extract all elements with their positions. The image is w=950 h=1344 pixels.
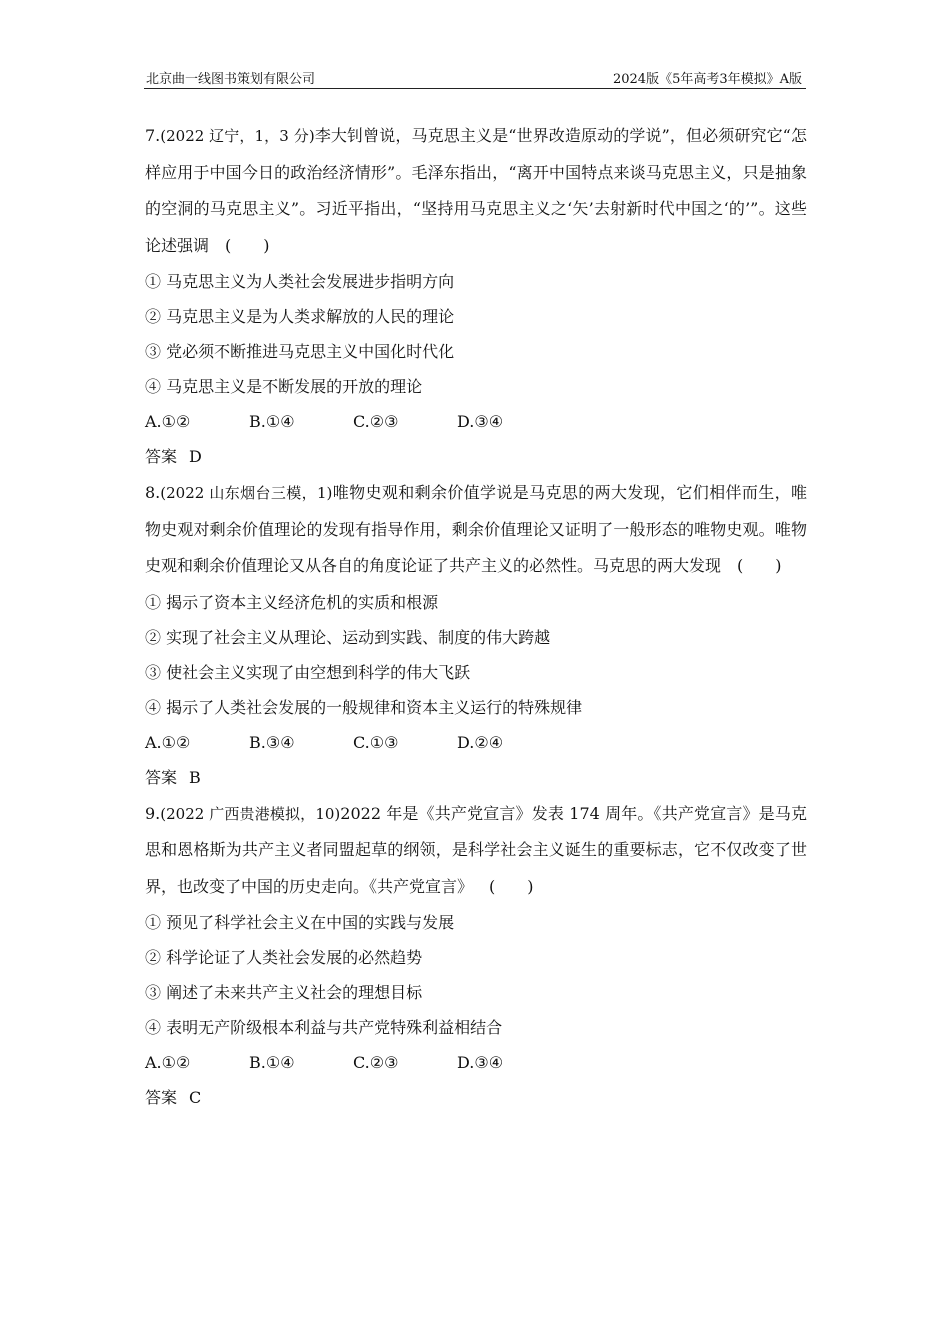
question-stem [145,475,807,585]
choice-a: A.①② [145,1053,191,1072]
question-number: 9. [145,803,161,823]
answer-line [145,439,807,475]
question-number: 8. [145,483,161,502]
answer-blank: ( ) [489,876,534,896]
option-statement: ④ 马克思主义是不断发展的开放的理论 [145,377,423,396]
page-header [144,66,806,89]
question-text: 李大钊曾说，马克思主义是“世界改造原动的学说”，但必须研究它“怎样应用于中国今日的政治经济情形”。毛泽东指出，“离开中国特点来谈马克思主义，只是抽象的空洞的马克思主义”。习近平指出，“坚持用马克思主义之‘矢’去射新时代中国之‘的’”。这些论述强调 [145,126,807,255]
option-statement: ① 揭示了资本主义经济危机的实质和根源 [145,592,439,612]
answer-label: 答案 [145,1088,178,1107]
option-statement: ④ 表明无产阶级根本利益与共产党特殊利益相结合 [145,1018,503,1037]
choice-d: D.③④ [457,412,504,431]
choice-c: C.①③ [353,732,399,752]
answer-value: D [189,447,202,466]
choice-b: B.③④ [249,732,295,752]
choice-b: B.①④ [249,412,295,431]
question-8 [145,475,807,796]
choice-d: D.③④ [457,1053,504,1072]
book-edition: 2024版《5年高考3年模拟》A版 [612,72,802,87]
question-text: 2022 年是《共产党宣言》发表 174 周年。《共产党宣言》是马克思和恩格斯为共产主义者同盟起草的纲领，是科学社会主义诞生的重要标志，它不仅改变了世界，也改变了中国的历史走向。《共产党宣言》 [145,803,807,896]
choice-a: A.①② [145,732,191,752]
question-stem [145,796,807,906]
answer-line [145,760,807,796]
option-statement: ② 实现了社会主义从理论、运动到实践、制度的伟大跨越 [145,627,551,647]
choice-a: A.①② [145,412,191,431]
option-statement: ① 马克思主义为人类社会发展进步指明方向 [145,272,455,291]
answer-line [145,1080,807,1116]
question-text: 唯物史观和剩余价值学说是马克思的两大发现，它们相伴而生，唯物史观对剩余价值理论的发现有指导作用，剩余价值理论又证明了一般形态的唯物史观。唯物史观和剩余价值理论又从各自的角度论证了共产主义的必然性。马克思的两大发现 [145,483,807,575]
answer-label: 答案 [145,767,178,787]
option-statement: ③ 使社会主义实现了由空想到科学的伟大飞跃 [145,662,471,682]
option-statement: ② 科学论证了人类社会发展的必然趋势 [145,948,423,967]
option-statement: ④ 揭示了人类社会发展的一般规律和资本主义运行的特殊规律 [145,697,583,717]
answer-choices [145,725,807,760]
question-source: (2022 辽宁，1，3 分) [160,127,315,145]
answer-value: C [189,1088,202,1107]
question-source: (2022 广西贵港模拟，10) [160,804,341,823]
question-stem [145,118,807,264]
question-source: (2022 山东烟台三模，1) [160,484,333,502]
question-7 [145,118,807,475]
answer-blank: ( ) [737,556,782,575]
answer-blank: ( ) [225,235,270,255]
question-number: 7. [145,126,161,145]
choice-c: C.②③ [353,412,399,431]
answer-choices [145,404,807,439]
answer-label: 答案 [145,447,178,466]
option-statement: ③ 阐述了未来共产主义社会的理想目标 [145,983,423,1002]
choice-b: B.①④ [249,1053,295,1072]
option-statement: ① 预见了科学社会主义在中国的实践与发展 [145,913,455,932]
question-list [145,118,807,1116]
option-statement: ③ 党必须不断推进马克思主义中国化时代化 [145,342,455,361]
publisher-name: 北京曲一线图书策划有限公司 [146,72,316,87]
choice-c: C.②③ [353,1053,399,1072]
choice-d: D.②④ [457,732,504,752]
answer-choices [145,1045,807,1080]
option-statement: ② 马克思主义是为人类求解放的人民的理论 [145,307,455,326]
question-9 [145,796,807,1117]
answer-value: B [189,767,201,787]
